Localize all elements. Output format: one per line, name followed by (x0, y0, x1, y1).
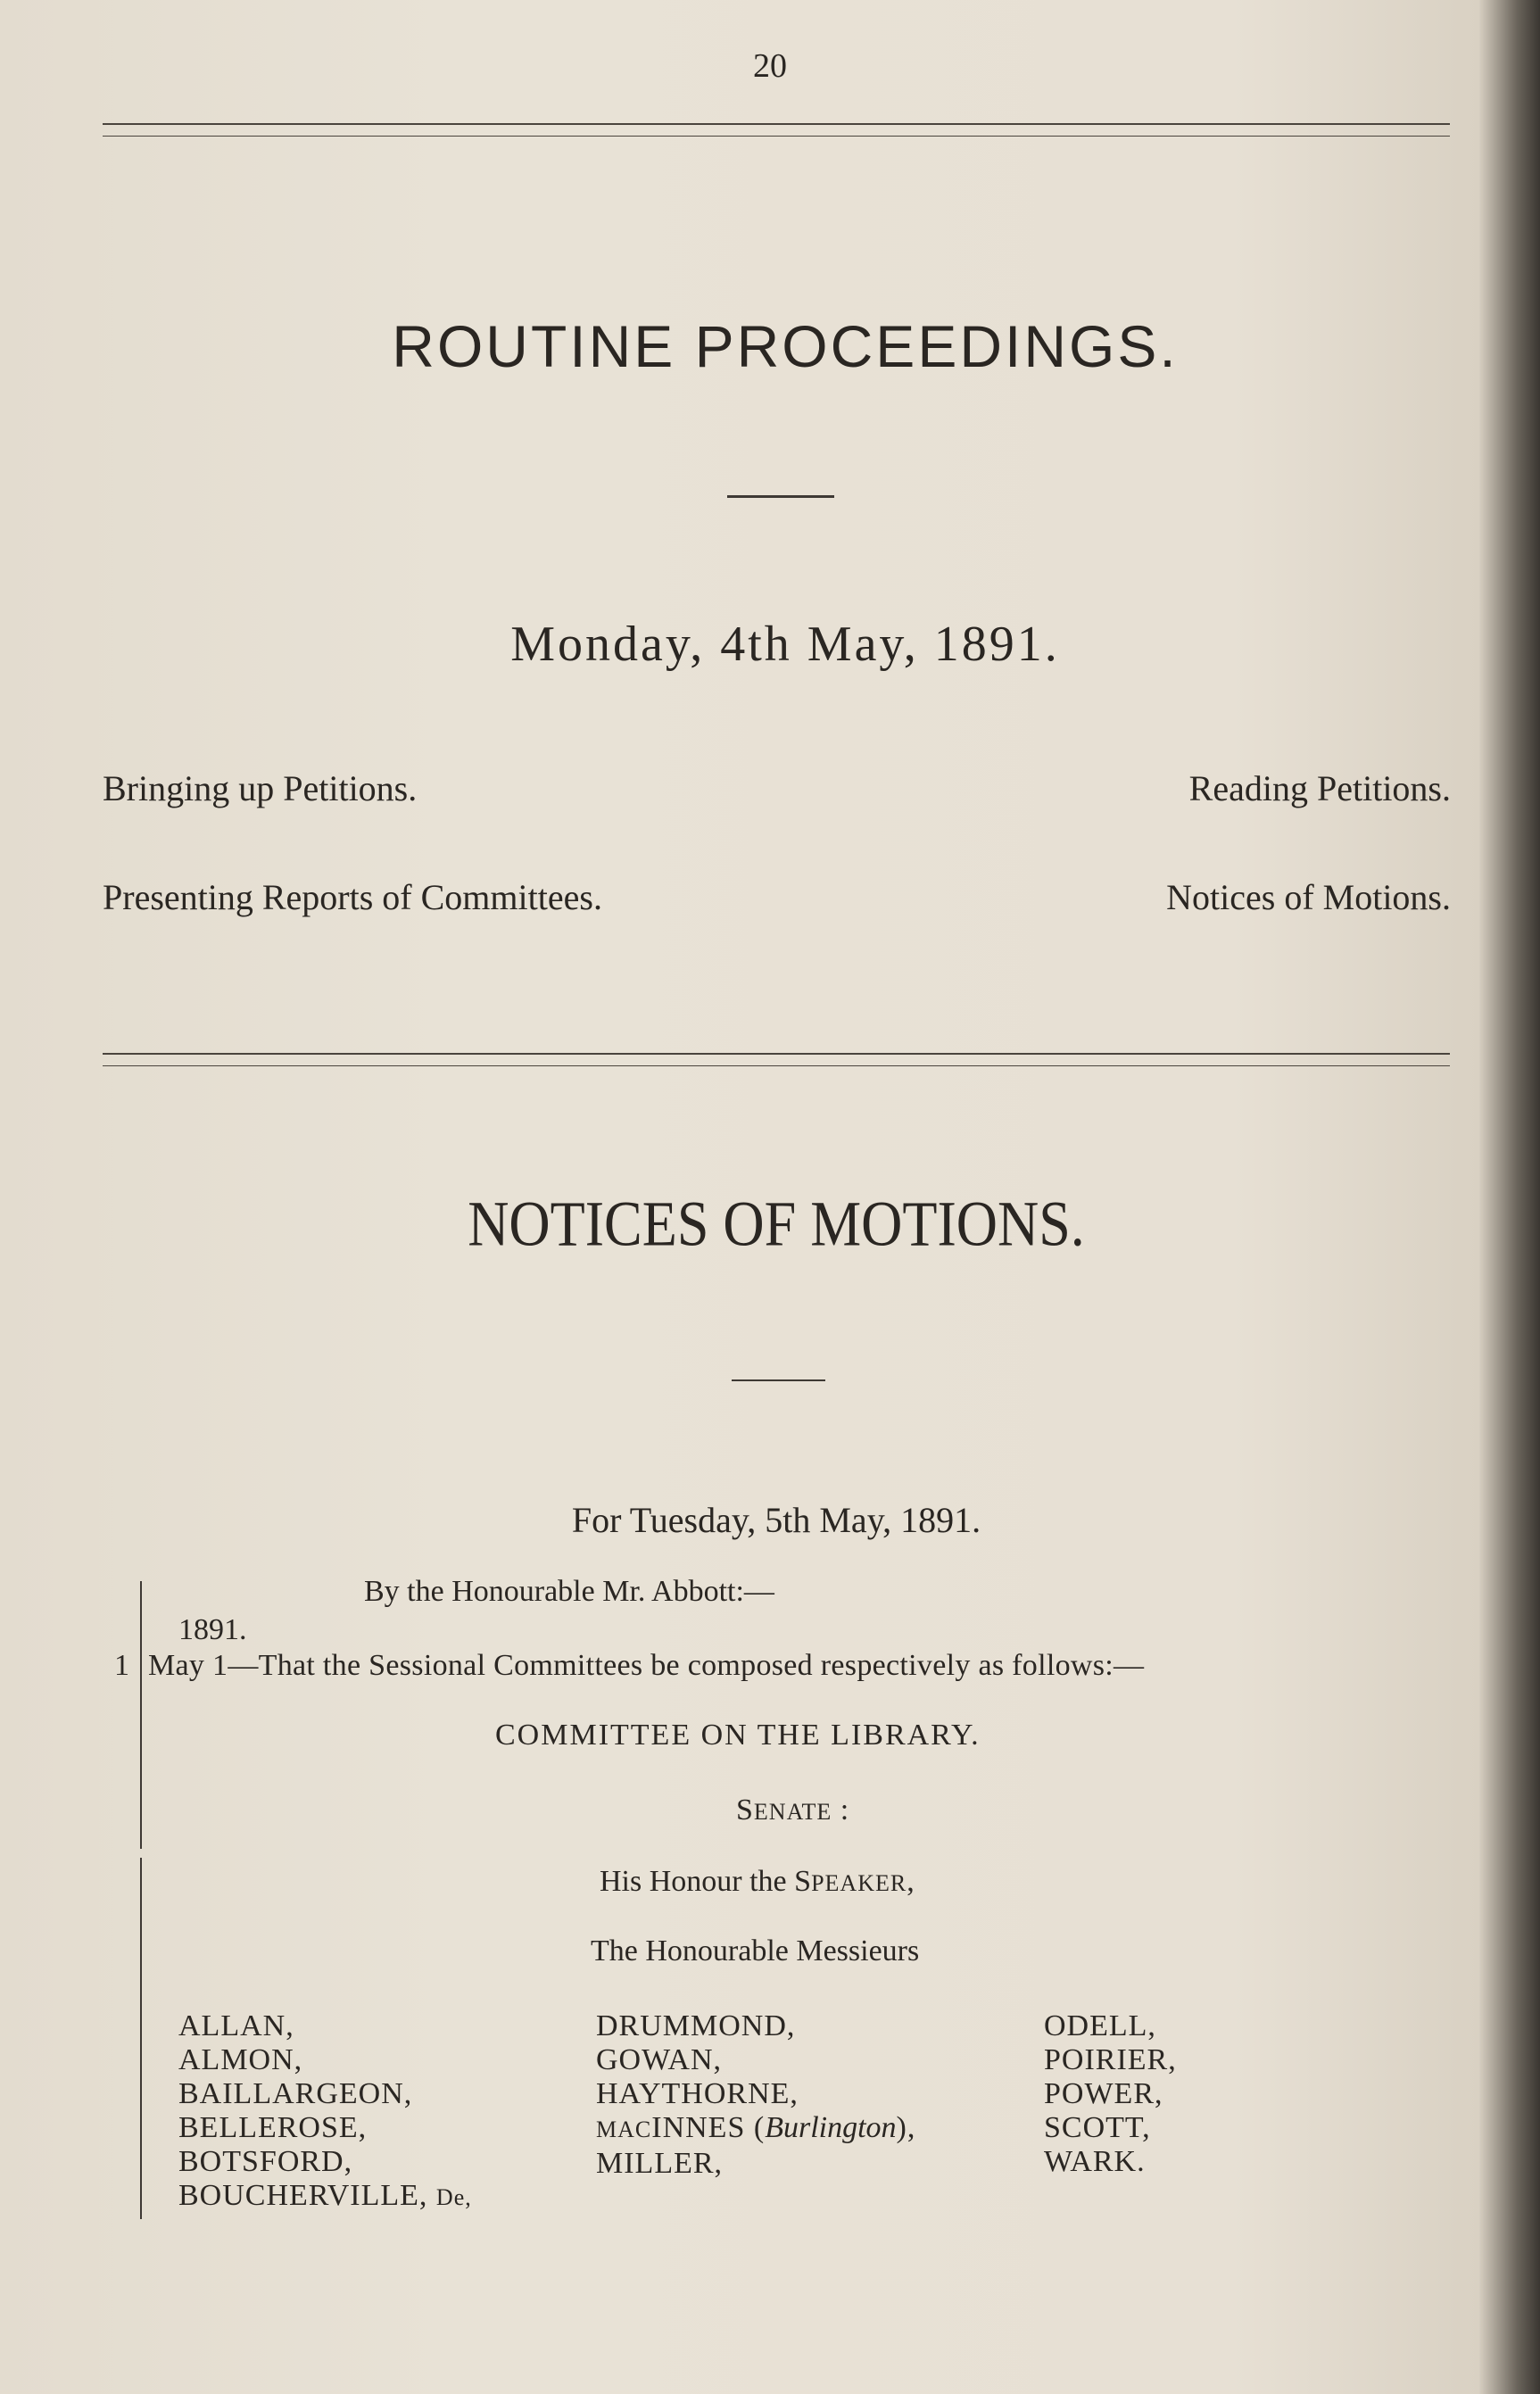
member-name: BOTSFORD, (178, 2145, 353, 2178)
senate-first-letter: S (736, 1793, 754, 1827)
proc-bringing-up-petitions: Bringing up Petitions. (103, 768, 418, 808)
top-rule-1 (103, 123, 1450, 125)
senate-heading (736, 1793, 849, 1827)
motion-text: May 1—That the Sessional Committees be composed respectively as follows:— (148, 1649, 1145, 1682)
members-column-2 (596, 2009, 915, 2181)
notice-by-line: By the Honourable Mr. Abbott:— (364, 1575, 774, 1608)
page-number: 20 (753, 47, 787, 85)
member-name: ALLAN, (178, 2009, 294, 2042)
member-name: POWER, (1044, 2077, 1163, 2110)
title-separator (727, 495, 834, 498)
speaker-rest: PEAKER (811, 1870, 907, 1896)
member-name: GOWAN, (596, 2043, 723, 2076)
mac-name: INNES (651, 2111, 746, 2144)
member-name: BAILLARGEON, (178, 2077, 413, 2110)
member-boucherville (178, 2179, 472, 2215)
speaker-prefix: His Honour the (600, 1865, 795, 1898)
mac-riding: Burlington (765, 2111, 897, 2144)
notice-year: 1891. (178, 1613, 247, 1646)
section-rule-1 (103, 1053, 1450, 1055)
speaker-line (600, 1865, 915, 1899)
member-name: WARK. (1044, 2145, 1146, 2178)
member-name: ALMON, (178, 2043, 303, 2076)
members-column-1 (178, 2009, 472, 2215)
member-name: BOUCHERVILLE, (178, 2179, 428, 2212)
member-particle: De, (435, 2184, 472, 2210)
messieurs-line: The Honourable Messieurs (591, 1934, 920, 1967)
routine-proceedings-title: ROUTINE PROCEEDINGS. (392, 313, 1179, 379)
member-name: ODELL, (1044, 2009, 1156, 2042)
routine-date: Monday, 4th May, 1891. (510, 617, 1060, 672)
member-name: POIRIER, (1044, 2043, 1177, 2076)
section-rule-2 (103, 1065, 1450, 1066)
members-column-3 (1044, 2009, 1177, 2179)
mac-prefix: MAC (596, 2116, 652, 2142)
senate-rest: ENATE (753, 1799, 832, 1825)
speaker-suffix: , (907, 1865, 915, 1898)
top-rule-2 (103, 136, 1450, 137)
committee-title: COMMITTEE ON THE LIBRARY. (495, 1719, 981, 1752)
member-macinnes: MACINNES (Burlington), (596, 2111, 916, 2144)
member-name: MILLER, (596, 2147, 724, 2180)
member-name: HAYTHORNE, (596, 2077, 799, 2110)
proc-reading-petitions: Reading Petitions. (1188, 768, 1451, 808)
member-name: BELLEROSE, (178, 2111, 368, 2144)
margin-rule-upper (140, 1581, 142, 1849)
senate-colon: : (832, 1793, 850, 1827)
speaker-first-letter: S (794, 1865, 812, 1898)
proc-presenting-reports: Presenting Reports of Committees. (103, 877, 602, 917)
notice-for-date: For Tuesday, 5th May, 1891. (571, 1500, 981, 1540)
margin-rule-lower (140, 1858, 142, 2219)
member-name: SCOTT, (1044, 2111, 1151, 2144)
motion-number: 1 (114, 1649, 129, 1682)
member-name: DRUMMOND, (596, 2009, 796, 2042)
notices-of-motions-title: NOTICES OF MOTIONS. (468, 1188, 1085, 1260)
proc-notices-of-motions: Notices of Motions. (1166, 877, 1451, 917)
notices-separator (732, 1379, 825, 1381)
